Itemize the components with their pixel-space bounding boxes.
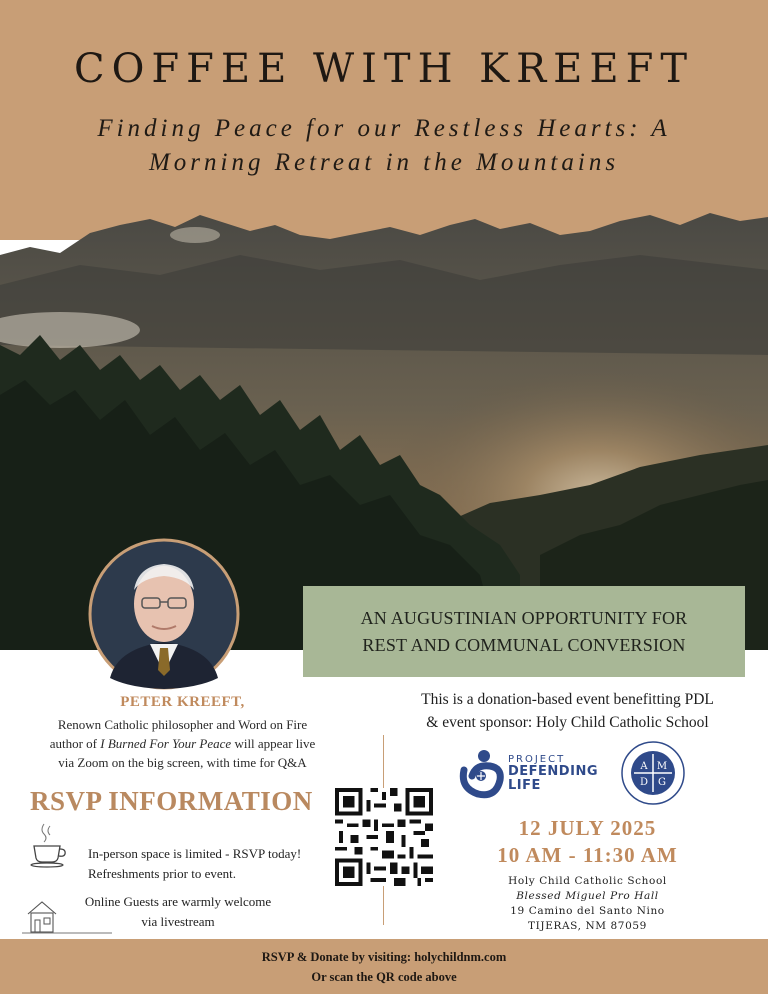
banner-line-2: REST AND COMMUNAL CONVERSION [362, 634, 686, 655]
seal-letter-d: D [639, 777, 649, 788]
theme-banner [303, 586, 745, 677]
coffee-cup-icon [28, 822, 68, 868]
qr-code[interactable] [335, 788, 433, 886]
pdl-small: PROJECT [508, 754, 566, 765]
rsvp-heading: RSVP INFORMATION [30, 786, 313, 816]
event-title: COFFEE WITH KREEFT [73, 46, 695, 92]
donation-line-1: This is a donation-based event benefitting PDL [421, 691, 714, 708]
bio-line-2 [20, 734, 345, 753]
donation-line-2: & event sponsor: Holy Child Catholic School [426, 714, 709, 731]
footer-band [0, 939, 768, 994]
banner-line-1: AN AUGUSTINIAN OPPORTUNITY FOR [360, 607, 688, 628]
speaker-bio [20, 715, 345, 772]
inperson-info [88, 844, 338, 884]
bio-prefix: author of [49, 736, 101, 751]
event-subtitle [40, 112, 728, 180]
book-title: I Burned For Your Peace [100, 736, 232, 751]
seal-letter-m: M [656, 761, 668, 772]
pdl-big-1: DEFENDING [508, 764, 598, 779]
event-time: 10 AM - 11:30 AM [497, 843, 678, 867]
venue-line-3: 19 Camino del Santo Nino [510, 905, 665, 917]
speaker-name: PETER KREEFT, [120, 694, 245, 710]
bio-suffix: will appear live [231, 736, 316, 751]
bio-line-1: Renown Catholic philosopher and Word on Fire [57, 717, 308, 732]
event-venue [480, 874, 695, 934]
footer-line-2: Or scan the QR code above [311, 969, 457, 984]
inperson-line-2: Refreshments prior to event. [88, 866, 237, 881]
subtitle-line-2: Morning Retreat in the Mountains [148, 149, 620, 176]
online-line-1: Online Guests are warmly welcome [84, 894, 272, 909]
subtitle-line-1: Finding Peace for our Restless Hearts: A [97, 115, 671, 142]
pdl-logo-text [508, 754, 618, 793]
inperson-line-1: In-person space is limited - RSVP today! [88, 846, 302, 861]
venue-line-2: Blessed Miguel Pro Hall [516, 890, 659, 902]
bio-line-3: via Zoom on the big screen, with time for Q&A [58, 755, 307, 770]
pdl-big-2: LIFE [508, 778, 541, 793]
footer-line-1[interactable]: RSVP & Donate by visiting: holychildnm.com [261, 949, 507, 964]
event-date: 12 JULY 2025 [518, 816, 657, 840]
holy-child-school-seal-icon [620, 740, 686, 806]
online-info [78, 892, 278, 932]
venue-line-1: Holy Child Catholic School [508, 875, 667, 887]
venue-line-4: TIJERAS, NM 87059 [528, 920, 647, 932]
project-defending-life-logo-icon [456, 748, 506, 800]
online-line-2: via livestream [141, 914, 215, 929]
speaker-portrait [88, 538, 240, 690]
donation-note [385, 688, 750, 734]
seal-letter-a: A [640, 761, 648, 772]
seal-letter-g: G [658, 777, 666, 788]
